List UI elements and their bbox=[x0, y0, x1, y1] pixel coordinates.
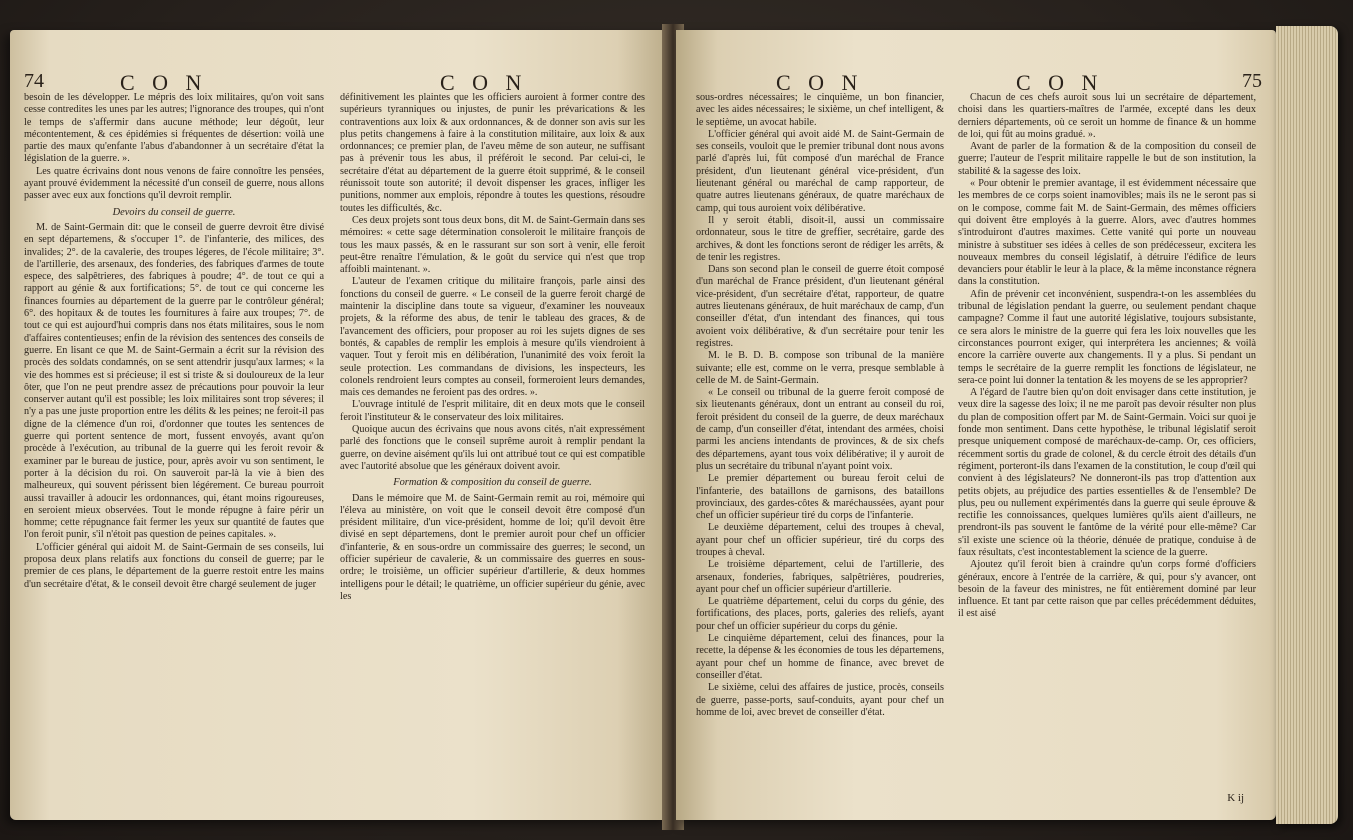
paragraph: sous-ordres nécessaires; le cinquième, un bon financier, avec les aides nécessaires; le sixième, un chef intelligent, & le septième, un avocat habile. bbox=[696, 92, 944, 128]
paragraph: Dans le mémoire que M. de Saint-Germain remit au roi, mémoire qui l'éleva au ministère, on voit que le conseil devoit être composé d'un président militaire, d'un vice-président, homme de loi; qu'il devoit être divisé en sept départemens, dont le premier auroit pour chef un officier d'infanterie, & en sous-ordre un commissaire des guerres; le second, un officier supérieur de cavalerie, & un commissaire des guerres en sous-ordre; le troisième, un officier supérieur d'artillerie, & deux hommes intelligens pour le détail; le quatrième, un officier supérieur du génie, avec les bbox=[340, 492, 645, 602]
paragraph: Le premier département ou bureau feroit celui de l'infanterie, des bataillons de garnisons, des bataillons provinciaux, des gardes-côtes & maréchaussées, ayant pour chef un officier supérieur tiré du corps de l'infanterie. bbox=[696, 473, 944, 522]
left-column-1 bbox=[24, 92, 324, 591]
paragraph: Quoique aucun des écrivains que nous avons cités, n'ait expressément parlé des fonctions que le conseil suprême auroit à remplir pendant la guerre, on devine aisément qu'ils lui ont attribué tout ce qui est compatible avec l'autorité absolue que les généraux doivent avoir. bbox=[340, 424, 645, 472]
paragraph: L'auteur de l'examen critique du militaire françois, parle ainsi des fonctions du conseil de guerre. « Le conseil de la guerre feroit chargé de maintenir la discipline dans toute sa vigueur, d'examiner les nouveaux projets, & la réforme des abus, de tenir le tableau des graces, & de l'avancement des officiers, pour proposer au roi les sujets dignes de ses bontés, & capables de remplir les emplois à mesure qu'ils viendroient à vaquer. Tout y feroit mis en délibération, l'unanimité des voix feroit la seule protection. Les commandans de divisions, les inspecteurs, les colonels rendroient leurs comptes au conseil, formeroient leurs demandes, mais ces demandes ne feroient pas des ordres. ». bbox=[340, 276, 645, 399]
left-page bbox=[10, 30, 670, 820]
page-number-right: 75 bbox=[1242, 70, 1262, 92]
paragraph: Ces deux projets sont tous deux bons, dit M. de Saint-Germain dans ses mémoires: « cette sage détermination consoleroit le militaire françois de tous les maux passés, & en le rassurant sur son sort à venir, elle feroit peut-être renaître l'émulation, & le goût du service qui n'est que trop affoibli maintenant. ». bbox=[340, 214, 645, 276]
paragraph: Le cinquième département, celui des finances, pour la recette, la dépense & les économies de tous les départemens, ayant pour chef un homme de finance, avec brevet de conseiller d'état. bbox=[696, 633, 944, 681]
paragraph: Afin de prévenir cet inconvénient, suspendra-t-on les assemblées du tribunal de législation pendant la guerre, ou seulement pendant chaque campagne? Comme il faut une autorité législative, toujours subsistante, ce sera alors le ministre de la guerre qui fera les loix nouvelles que les circonstances pourront exiger, qui interprétera les anciennes; & voilà encore la carrière ouverte aux changements. Il y a plus. Si pendant un temps le secrétaire de la guerre remplit les fonctions de législateur, ne sera-ce point lui donner la tentation & les moyens de se les approprier? bbox=[958, 288, 1256, 386]
paragraph: Avant de parler de la formation & de la composition du conseil de guerre; l'auteur de l'esprit militaire rappelle le but de son institution, la stabilité & la sagesse des loix. bbox=[958, 141, 1256, 177]
signature-mark: K ij bbox=[1227, 792, 1244, 804]
paragraph: Dans son second plan le conseil de guerre étoit composé d'un maréchal de France président, d'un lieutenant général vice-président, d'un secrétaire d'état, rapporteur, de quatre autres lieutenans généraux, de huit maréchaux de camp, d'un conseiller d'état, d'un intendant des finances, qui tous avoient voix délibérative, & d'un secrétaire pour tenir les registres. bbox=[696, 264, 944, 349]
paragraph: Ajoutez qu'il feroit bien à craindre qu'un corps formé d'officiers généraux, encore à l'entrée de la carrière, & qui, pour s'y avancer, ont besoin de la faveur des ministres, ne fût entièrement dominé par leur influence. Et tant par cette raison que par celles précédemment déduites, il est aisé bbox=[958, 559, 1256, 620]
running-head-left-col1: C O N bbox=[120, 70, 208, 95]
paragraph: besoin de les développer. Le mépris des loix militaires, qu'on voit sans cesse contredites les unes par les autres; l'ignorance des troupes, qui n'ont le temps de s'affermir dans aucune méthode; leur dégoût, leur mécontentement, & ces épidémies si fréquentes de désertion: voilà une partie des maux qu'enfante l'abus d'abandonner à un secrétaire d'état la législation de la guerre. ». bbox=[24, 92, 324, 165]
page-number-left: 74 bbox=[24, 70, 44, 92]
right-column-1 bbox=[696, 92, 944, 719]
section-heading: Devoirs du conseil de guerre. bbox=[112, 206, 236, 218]
paragraph: A l'égard de l'autre bien qu'on doit envisager dans cette institution, je veux dire la sagesse des loix; il ne me paroît pas devoir résulter non plus du plan de composition offert par M. de Saint-Germain. Voici sur quoi je fonde mon sentiment. Dans cette hypothèse, le tribunal législatif seroit presque uniquement composé de maréchaux-de-camp. Or, ces officiers, récemment sortis du grade de colonel, & du cercle étroit des détails d'un régiment, porteront-ils dans l'examen de la constitution, le coup d'œil qui convient à des législateurs? Ne donneront-ils pas trop d'attention aux petits objets, au préjudice des parties essentielles & de l'ensemble? De plus, peu ou nullement expérimentés dans la guerre qui seule éprouve & rectifie les connoissances, quelques lumières qu'ils aient d'ailleurs, ne prendront-ils pas souvent le fantôme de la vérité pour elle-même? Car s'il existe une science où la théorie, dénuée de pratique, conduise à de faux résultats, c'est incontestablement la science de la guerre. bbox=[958, 387, 1256, 558]
paragraph: Le deuxième département, celui des troupes à cheval, ayant pour chef un officier supérieur, tiré du corps des troupes à cheval. bbox=[696, 522, 944, 558]
right-column-2 bbox=[958, 92, 1256, 621]
paragraph: Le troisième département, celui de l'artillerie, des arsenaux, fonderies, fabriques, salpêtrières, poudreries, ayant pour chef un officier supérieur d'artillerie. bbox=[696, 559, 944, 595]
book-page-edges bbox=[1276, 26, 1338, 824]
left-column-2 bbox=[340, 92, 645, 603]
running-head-right-col2: C O N bbox=[1016, 70, 1104, 95]
paragraph: L'ouvrage intitulé de l'esprit militaire, dit en deux mots que le conseil feroit l'instituteur & le conservateur des loix militaires. bbox=[340, 399, 645, 423]
running-head-right-col1: C O N bbox=[776, 70, 864, 95]
paragraph: « Le conseil ou tribunal de la guerre feroit composé de six lieutenants généraux, dont un entrant au conseil du roi, feroit président du conseil de la guerre, de deux maréchaux de camp, d'un conseiller d'état, intendant des armées, choisi parmi les anciens intendants de provinces, & de six chefs des départemens, ayant tous voix délibérative; il y auroit de plus un secrétaire du tribunal n'ayant point voix. bbox=[696, 387, 944, 472]
paragraph: M. de Saint-Germain dit: que le conseil de guerre devroit être divisé en sept départemens, & s'occuper 1°. de l'infanterie, des milices, des invalides; 2°. de la cavalerie, des troupes légeres, de l'école militaire; 3°. de l'artillerie, des arsenaux, des fonderies, des fabriques d'armes de toute espece, des salpêtrieres, des fabriques à poudre; 4°. de tout ce qui a rapport au génie & aux fortifications; 5°. de tout ce qui concerne les finances fournies au département de la guerre par le contrôleur général; 6°. des hopitaux & de toutes les fournitures à faire aux troupes; 7°. de tout ce qui est aujourd'hui compris dans nos états militaires, sous le nom d'affaires contentieuses; enfin de la révision des sentences des conseils de guerre. En lisant ce que M. de Saint-Germain a écrit sur la révision des procès des soldats condamnés, on se sent attendrir jusqu'aux larmes; « la vie des hommes est si précieuse; il est si triste & si douloureux de la leur ôter, que l'on ne peut prendre assez de précautions pour pouvoir la leur conserver autant qu'il est possible; les loix militaires sont trop séveres; il n'y a pas une juste proportion entre les délits & les peines; ne feroit-il pas digne de la clémence d'un roi, d'ordonner que toutes les sentences de guerre qui portent sentence de mort, fussent envoyés, avant qu'on procède à l'exécution, au tribunal de la guerre qui les feroit revoir & examiner par le bureau de justice, pour, après avoir vu son sentiment, le porter à la décision du roi. On sauveroit par-là la vie à bien des malheureux, qui souvent périssent bien légérement. Ce bureau pourroit aussi travailler à adoucir les ordonnances, qui, étant moins rigoureuses, en seroient mieux observées. Tout le monde répugne à faire périr un homme; cette répugnance fait fermer les yeux sur quantité de fautes que l'on feroit punir, s'il n'étoit pas question de peines capitales. ». bbox=[24, 221, 324, 541]
running-head-left-col2: C O N bbox=[440, 70, 528, 95]
paragraph: Chacun de ces chefs auroit sous lui un secrétaire de département, choisi dans les quartiers-maîtres de l'armée, excepté dans les deux derniers départements, où ce seroit un homme de finance & un homme de loi, qui fût au moins gradué. ». bbox=[958, 92, 1256, 140]
paragraph: « Pour obtenir le premier avantage, il est évidemment nécessaire que les membres de ce corps soient inamovibles; mais ils ne le seront pas si on le compose, comme fait M. de Saint-Germain, des mêmes officiers qui doivent être employés à la guerre. Alors, avec d'autres hommes s'introduiront d'autres maximes. Cette vanité qui porte un nouveau ministre à substituer ses idées à celles de son prédécesseur, excitera les nouveaux membres du conseil législatif, à détruire l'édifice de leurs devanciers pour établir le leur à la place, & la même inconstance régnera dans la constitution. bbox=[958, 178, 1256, 288]
paragraph: L'officier général qui aidoit M. de Saint-Germain de ses conseils, lui proposa deux plans relatifs aux fonctions du conseil de guerre; par le premier de ces plans, le département de la guerre restoit entre les mains d'un secrétaire d'état, & le conseil devoit être chargé seulement de juger bbox=[24, 541, 324, 590]
paragraph: Le quatrième département, celui du corps du génie, des fortifications, des places, ports, galeries des reliefs, ayant pour chef un officier supérieur du corps du génie. bbox=[696, 596, 944, 632]
paragraph: Le sixième, celui des affaires de justice, procès, conseils de guerre, passe-ports, sauf-conduits, ayant pour chef un homme de loi, avec brevet de conseiller d'état. bbox=[696, 682, 944, 718]
paragraph: Les quatre écrivains dont nous venons de faire connoître les pensées, ayant prouvé évidemment la nécessité d'un conseil de guerre, nous allons passer avec eux aux fonctions qu'il devroit remplir. bbox=[24, 165, 324, 202]
section-heading: Formation & composition du conseil de guerre. bbox=[393, 477, 592, 489]
paragraph: M. le B. D. B. compose son tribunal de la manière suivante; elle est, comme on le verra, presque semblable à celle de M. de Saint-Germain. bbox=[696, 350, 944, 386]
paragraph: Il y seroit établi, disoit-il, aussi un commissaire ordonnateur, sous le titre de greffier, secrétaire, garde des archives, & dont les fonctions seront de rédiger les arrêts, & de tenir les registres. bbox=[696, 214, 944, 263]
paragraph: L'officier général qui avoit aidé M. de Saint-Germain de ses conseils, vouloit que le premier tribunal dont nous avons parlé d'après lui, fût composé d'un maréchal de France président, d'un lieutenant général vice-président, d'un lieutenant général ou maréchal de camp rapporteur, de quatre autres lieutenans généraux, de quatre maréchaux de camp, qui tous auroient voix délibérative. bbox=[696, 128, 944, 214]
paragraph: définitivement les plaintes que les officiers auroient à former contre des supérieurs tyranniques ou injustes, de punir les prévarications & les contraventions aux loix & aux ordonnances, & de donner son avis sur les plus petits changemens à faire à la constitution militaire, aux loix & aux ordonnances; ce premier plan, de l'aveu même de son auteur, ne suffisant pas à prévenir tous les abus, il préféroit le second. Par celui-ci, le secrétaire d'état au département de la guerre étoit supprimé, & le conseil réunissoit toute son autorité; il devoit dispenser les graces, infliger les punitions, nommer aux emplois, répondre à toutes les questions, résoudre toutes les difficultés, &c. bbox=[340, 92, 645, 214]
right-page bbox=[676, 30, 1276, 820]
